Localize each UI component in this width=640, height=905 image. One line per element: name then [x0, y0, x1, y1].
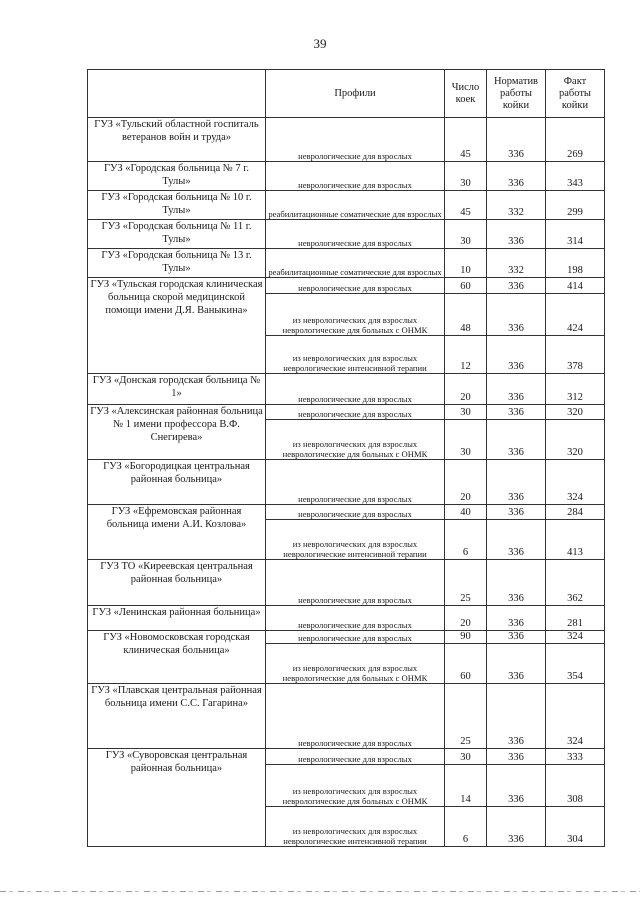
table-row [88, 560, 605, 606]
beds-cell: 25 [445, 560, 487, 606]
fact-cell: 308 [546, 765, 605, 807]
page-number: 39 [313, 36, 327, 51]
institution-cell: ГУЗ «Ефремовская районная больница имени А.И. Козлова» [88, 505, 266, 560]
table-row [88, 278, 605, 294]
fact-cell: 320 [546, 420, 605, 460]
beds-cell: 12 [445, 336, 487, 374]
institution-cell: ГУЗ «Алексинская районная больница № 1 имени профессора В.Ф. Снегирева» [88, 405, 266, 460]
beds-cell: 10 [445, 249, 487, 278]
header-beds: Число коек [445, 70, 487, 118]
norm-cell: 336 [487, 684, 546, 749]
norm-cell: 336 [487, 460, 546, 505]
table-row [88, 505, 605, 520]
profile-cell: из неврологических для взрослых неврологические интенсивной терапии [266, 520, 445, 560]
norm-cell: 336 [487, 749, 546, 765]
fact-cell: 413 [546, 520, 605, 560]
institution-cell: ГУЗ «Тульская городская клиническая больница скорой медицинской помощи имени Д.Я. Ваныкина» [88, 278, 266, 374]
profile-cell: неврологические для взрослых [266, 374, 445, 405]
profile-cell: неврологические для взрослых [266, 278, 445, 294]
norm-cell: 336 [487, 644, 546, 684]
beds-cell: 6 [445, 520, 487, 560]
beds-cell: 60 [445, 644, 487, 684]
norm-cell: 336 [487, 220, 546, 249]
beds-table [87, 69, 605, 847]
institution-cell: ГУЗ «Плавская центральная районная больница имени С.С. Гагарина» [88, 684, 266, 749]
profile-cell: неврологические для взрослых [266, 684, 445, 749]
fact-cell: 333 [546, 749, 605, 765]
profile-cell: из неврологических для взрослых неврологические для больных с ОНМК [266, 420, 445, 460]
beds-cell: 60 [445, 278, 487, 294]
institution-cell: ГУЗ «Городская больница № 11 г. Тулы» [88, 220, 266, 249]
header-norm: Норматив работы койки [487, 70, 546, 118]
beds-cell: 48 [445, 294, 487, 336]
fact-cell: 414 [546, 278, 605, 294]
profile-cell: из неврологических для взрослых неврологические интенсивной терапии [266, 807, 445, 847]
norm-cell: 332 [487, 249, 546, 278]
norm-cell: 336 [487, 162, 546, 191]
profile-cell: неврологические для взрослых [266, 162, 445, 191]
institution-cell: ГУЗ «Новомосковская городская клиническая больница» [88, 631, 266, 684]
beds-cell: 30 [445, 420, 487, 460]
norm-cell: 336 [487, 420, 546, 460]
profile-cell: из неврологических для взрослых неврологические для больных с ОНМК [266, 765, 445, 807]
profile-cell: неврологические для взрослых [266, 405, 445, 420]
table-row [88, 162, 605, 191]
beds-cell: 14 [445, 765, 487, 807]
table-row [88, 249, 605, 278]
profile-cell: из неврологических для взрослых неврологические интенсивной терапии [266, 336, 445, 374]
header-fact: Факт работы койки [546, 70, 605, 118]
norm-cell: 336 [487, 807, 546, 847]
table-row [88, 749, 605, 765]
profile-cell: неврологические для взрослых [266, 749, 445, 765]
institution-cell: ГУЗ «Городская больница № 10 г. Тулы» [88, 191, 266, 220]
norm-cell: 332 [487, 191, 546, 220]
table-row [88, 220, 605, 249]
header-row [88, 70, 605, 118]
fact-cell: 281 [546, 606, 605, 631]
institution-cell: ГУЗ «Суворовская центральная районная больница» [88, 749, 266, 847]
norm-cell: 336 [487, 336, 546, 374]
profile-cell: неврологические для взрослых [266, 460, 445, 505]
fact-cell: 304 [546, 807, 605, 847]
norm-cell: 336 [487, 278, 546, 294]
fact-cell: 284 [546, 505, 605, 520]
institution-cell: ГУЗ «Городская больница № 13 г. Тулы» [88, 249, 266, 278]
table-row [88, 405, 605, 420]
profile-cell: неврологические для взрослых [266, 118, 445, 162]
profile-cell: неврологические для взрослых [266, 606, 445, 631]
profile-cell: неврологические для взрослых [266, 505, 445, 520]
institution-cell: ГУЗ «Донская городская больница № 1» [88, 374, 266, 405]
fact-cell: 324 [546, 460, 605, 505]
fact-cell: 362 [546, 560, 605, 606]
fact-cell: 320 [546, 405, 605, 420]
beds-cell: 30 [445, 220, 487, 249]
beds-cell: 30 [445, 162, 487, 191]
profile-cell: неврологические для взрослых [266, 631, 445, 644]
beds-cell: 30 [445, 749, 487, 765]
profile-cell: неврологические для взрослых [266, 560, 445, 606]
profile-cell: из неврологических для взрослых неврологические для больных с ОНМК [266, 294, 445, 336]
table-row [88, 460, 605, 505]
table-row [88, 684, 605, 749]
norm-cell: 336 [487, 405, 546, 420]
profile-cell: неврологические для взрослых [266, 220, 445, 249]
fact-cell: 324 [546, 631, 605, 644]
header-institution [88, 70, 266, 118]
scan-artifact-line [0, 891, 640, 892]
table-row [88, 118, 605, 162]
norm-cell: 336 [487, 118, 546, 162]
norm-cell: 336 [487, 505, 546, 520]
norm-cell: 336 [487, 765, 546, 807]
beds-cell: 6 [445, 807, 487, 847]
header-profile: Профили [266, 70, 445, 118]
fact-cell: 424 [546, 294, 605, 336]
beds-cell: 30 [445, 405, 487, 420]
fact-cell: 324 [546, 684, 605, 749]
beds-cell: 45 [445, 118, 487, 162]
norm-cell: 336 [487, 631, 546, 644]
table-row [88, 374, 605, 405]
norm-cell: 336 [487, 560, 546, 606]
beds-cell: 40 [445, 505, 487, 520]
institution-cell: ГУЗ «Городская больница № 7 г. Тулы» [88, 162, 266, 191]
table-row [88, 631, 605, 644]
beds-cell: 20 [445, 460, 487, 505]
beds-cell: 25 [445, 684, 487, 749]
profile-cell: из неврологических для взрослых неврологические для больных с ОНМК [266, 644, 445, 684]
norm-cell: 336 [487, 294, 546, 336]
institution-cell: ГУЗ «Тульский областной госпиталь ветеранов войн и труда» [88, 118, 266, 162]
beds-cell: 45 [445, 191, 487, 220]
fact-cell: 299 [546, 191, 605, 220]
profile-cell: реабилитационные соматические для взрослых [266, 191, 445, 220]
beds-cell: 90 [445, 631, 487, 644]
beds-cell: 20 [445, 374, 487, 405]
fact-cell: 269 [546, 118, 605, 162]
norm-cell: 336 [487, 520, 546, 560]
profile-cell: реабилитационные соматические для взрослых [266, 249, 445, 278]
norm-cell: 336 [487, 606, 546, 631]
fact-cell: 343 [546, 162, 605, 191]
fact-cell: 354 [546, 644, 605, 684]
table-body [88, 118, 605, 847]
fact-cell: 312 [546, 374, 605, 405]
fact-cell: 314 [546, 220, 605, 249]
table-row [88, 606, 605, 631]
norm-cell: 336 [487, 374, 546, 405]
institution-cell: ГУЗ «Богородицкая центральная районная больница» [88, 460, 266, 505]
institution-cell: ГУЗ ТО «Киреевская центральная районная больница» [88, 560, 266, 606]
beds-cell: 20 [445, 606, 487, 631]
table-row [88, 191, 605, 220]
institution-cell: ГУЗ «Ленинская районная больница» [88, 606, 266, 631]
fact-cell: 198 [546, 249, 605, 278]
fact-cell: 378 [546, 336, 605, 374]
